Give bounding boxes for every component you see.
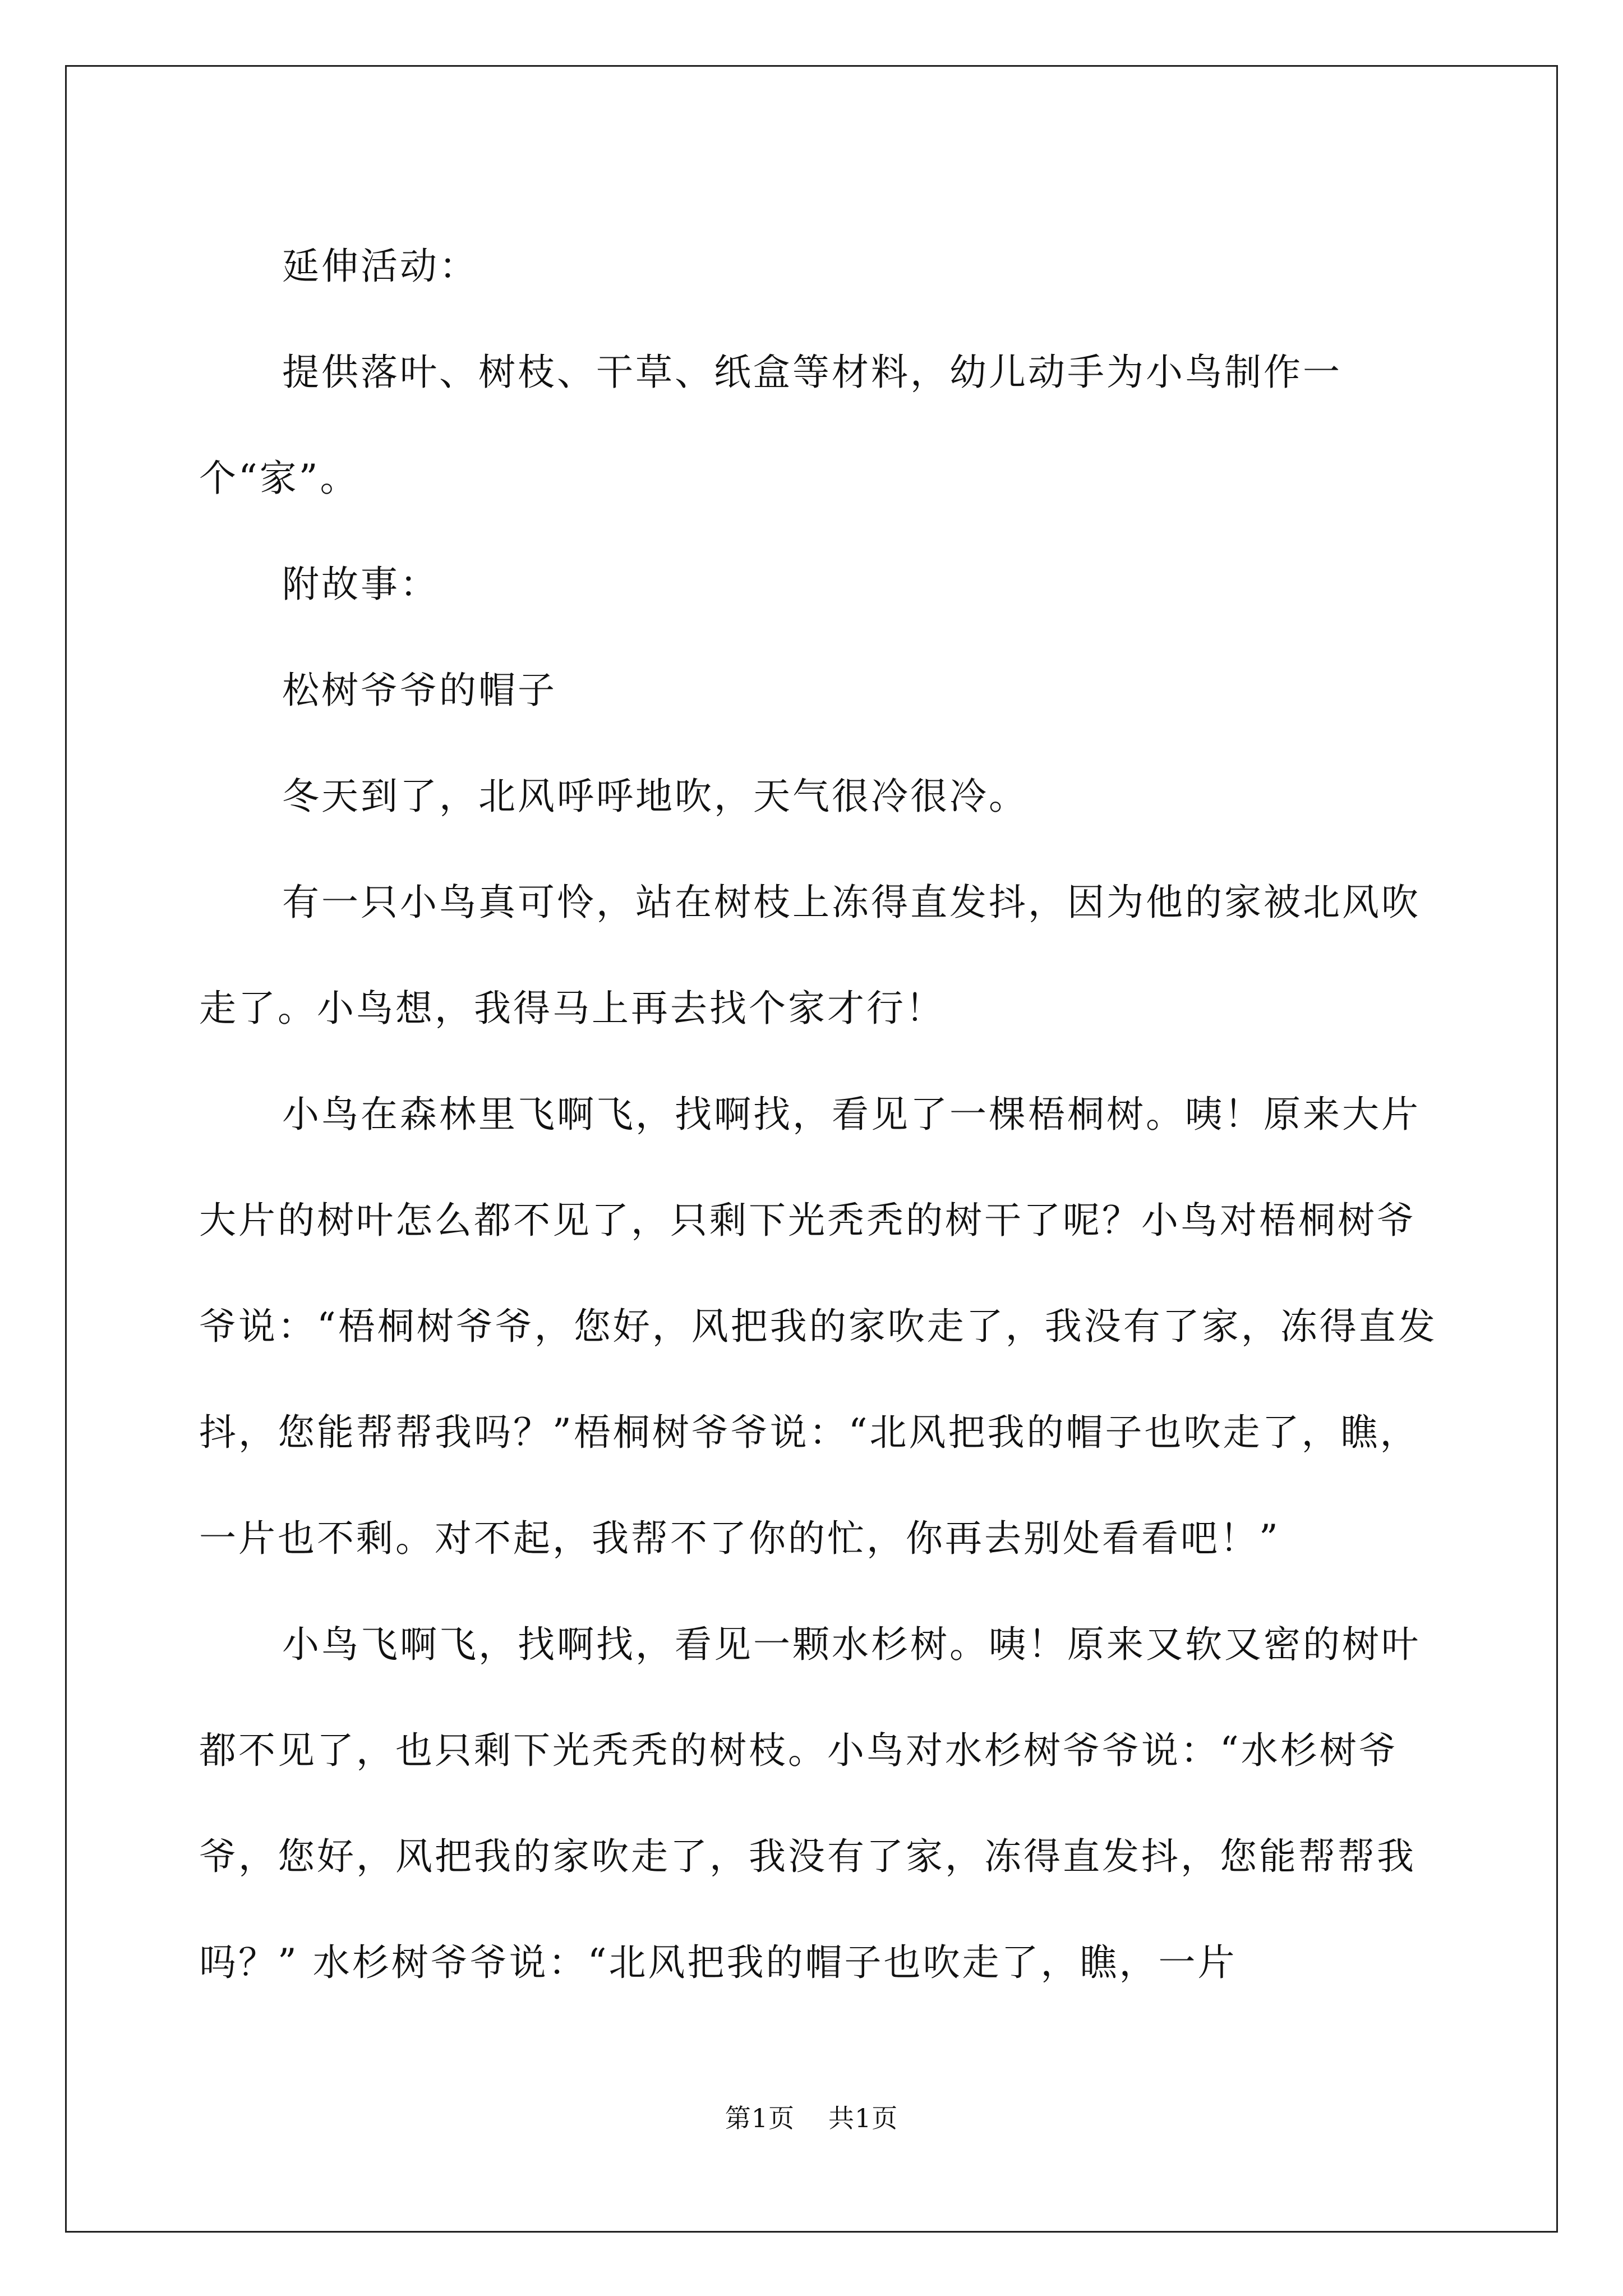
story-paragraph: 有一只小鸟真可怜，站在树枝上冻得直发抖，因为他的家被北风吹走了。小鸟想，我得马上再去找个家才行！ [199,881,1421,1030]
page-footer [0,2098,1623,2135]
page-number-current: 第1页 [725,2103,795,2133]
story-paragraph: 小鸟飞啊飞，找啊找，看见一颗水杉树。咦！原来又软又密的树叶都不见了，也只剩下光秃秃的树枝。小鸟对水杉树爷爷说：“水杉树爷爷，您好，风把我的家吹走了，我没有了家，冻得直发抖，您能帮帮我吗？” 水杉树爷爷说：“北风把我的帽子也吹走了，瞧，一片 [199,1623,1421,1984]
document-body [199,213,1450,2016]
paragraph-story-label: 附故事： [282,563,439,606]
story-title: 松树爷爷的帽子 [282,669,557,712]
paragraph-extension-heading: 延伸活动： [282,245,478,288]
paragraph-extension-body: 提供落叶、树枝、干草、纸盒等材料，幼儿动手为小鸟制作一个“家”。 [199,351,1342,500]
story-paragraph: 小鸟在森林里飞啊飞，找啊找，看见了一棵梧桐树。咦！原来大片大片的树叶怎么都不见了，只剩下光秃秃的树干了呢？小鸟对梧桐树爷爷说：“梧桐树爷爷，您好，风把我的家吹走了，我没有了家，冻得直发抖，您能帮帮我吗？”梧桐树爷爷说：“北风把我的帽子也吹走了，瞧，一片也不剩。对不起，我帮不了你的忙，你再去别处看看吧！” [199,1093,1437,1560]
page-number-total: 共1页 [828,2103,898,2133]
story-paragraph: 冬天到了，北风呼呼地吹，天气很冷很冷。 [282,775,1028,818]
